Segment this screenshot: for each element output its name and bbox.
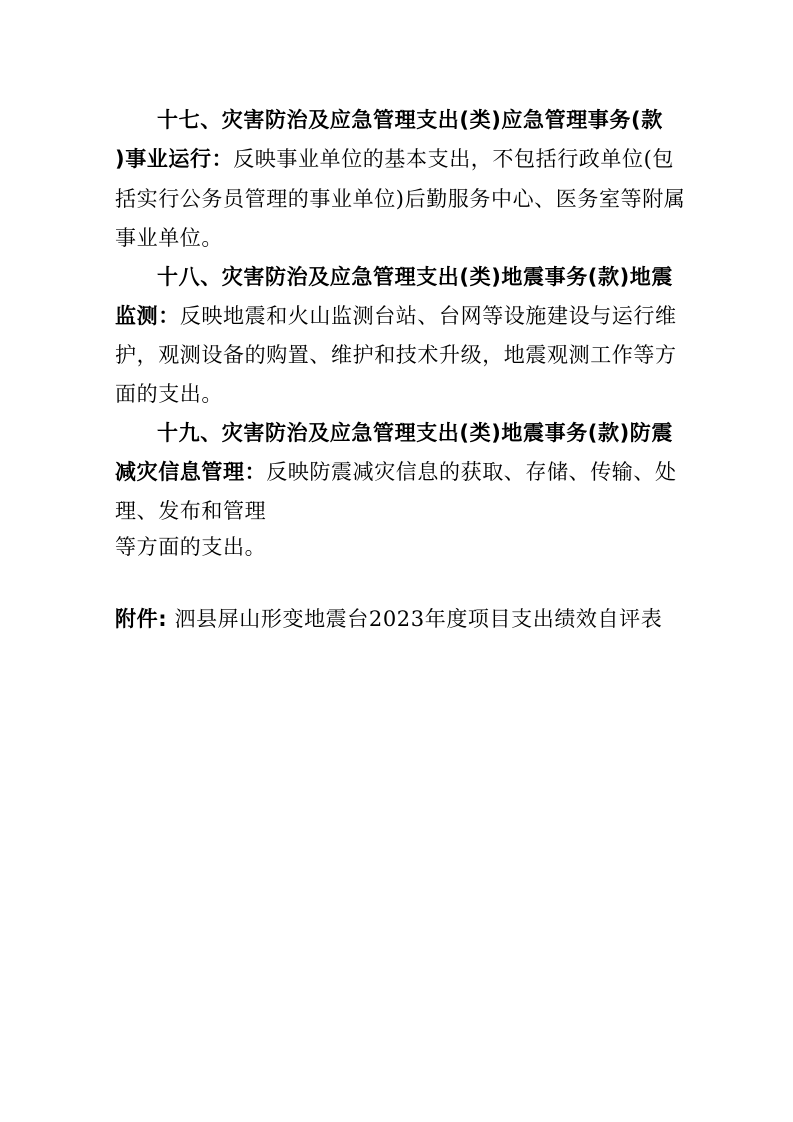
section-18-body-start: 反映地震和火山监测台站、台网等设施建设与运行维 [179,304,677,328]
section-19-heading-tail: 减灾信息管理： [115,460,267,484]
section-19-line-3: 理、发布和管理 [115,499,267,523]
section-19-body-start: 反映防震减灾信息的获取、存储、传输、处 [266,460,677,484]
section-17-heading-tail: )事业运行： [115,147,234,171]
section-18-line-4: 面的支出。 [115,382,223,406]
section-17-line-2 [115,146,674,172]
attachment-title: 泗县屏山形变地震台2023年度项目支出绩效自评表 [174,607,663,631]
section-19-line-4: 等方面的支出。 [115,535,267,559]
section-17-body-start: 反映事业单位的基本支出，不包括行政单位(包 [233,147,674,171]
section-18-heading-tail: 监测： [115,304,180,328]
attachment-label: 附件: [115,607,168,631]
section-18-line-3: 护，观测设备的购置、维护和技术升级，地震观测工作等方 [115,343,677,367]
section-17-heading: 十七、灾害防治及应急管理支出(类)应急管理事务(款 [157,108,663,132]
section-17-line-3: 括实行公务员管理的事业单位)后勤服务中心、医务室等附属 [115,187,686,211]
section-19-line-2 [115,459,677,485]
section-19-heading: 十九、灾害防治及应急管理支出(类)地震事务(款)防震 [157,421,673,445]
attachment-line [115,606,662,632]
section-18-line-2 [115,303,677,329]
section-17-line-4: 事业单位。 [115,226,223,250]
section-18-heading: 十八、灾害防治及应急管理支出(类)地震事务(款)地震 [157,265,673,289]
